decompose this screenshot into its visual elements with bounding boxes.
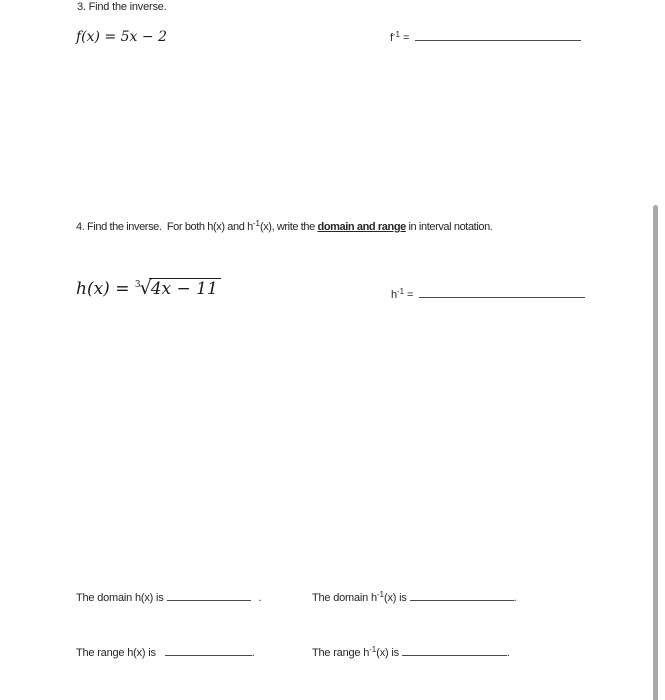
problem3-answer-blank (415, 26, 581, 41)
range-hinv-blank (402, 641, 507, 656)
problem3-answer-line (390, 26, 581, 46)
problem4-answer-blank (419, 283, 585, 298)
range-hinv-superscript: -1 (369, 645, 377, 654)
problem4-prompt-mid: (x), write the (259, 221, 318, 233)
problem4-equation-lhs: h(x) = (76, 279, 135, 299)
problem3-equals-sign: = (402, 32, 410, 44)
domain-hinv-period: . (513, 592, 517, 604)
problem4-prompt (76, 220, 492, 235)
range-h-blank (165, 641, 252, 656)
domain-hinv-line (312, 586, 517, 606)
cube-root-index: 3 (134, 280, 141, 290)
range-h-line (76, 641, 255, 661)
range-h-period: . (251, 647, 255, 659)
problem4-answer-func: h (391, 289, 397, 301)
range-hinv-lead2: (x) is (376, 647, 399, 659)
problem3-equation: f(x) = 5x − 2 (76, 29, 167, 45)
domain-hinv-lead: The domain h (312, 592, 377, 604)
domain-h-blank (167, 586, 251, 601)
problem4-prompt-emphasis: domain and range (317, 221, 406, 233)
domain-hinv-blank (410, 586, 514, 601)
problem4-inverse-superscript: -1 (396, 287, 405, 296)
problem4-equation (76, 276, 221, 304)
problem4-prompt-inverse-superscript: -1 (252, 219, 260, 228)
domain-hinv-superscript: -1 (376, 590, 384, 599)
problem3-inverse-superscript: -1 (392, 30, 400, 39)
problem3-prompt: 3. Find the inverse. (77, 1, 167, 13)
problem4-equals-sign: = (407, 289, 414, 301)
range-hinv-line (312, 641, 510, 661)
range-hinv-period: . (506, 647, 510, 659)
problem4-answer-line (391, 283, 585, 303)
problem4-prompt-lead: 4. Find the inverse. For both h(x) and h (76, 221, 253, 233)
problem4-prompt-tail: in interval notation. (405, 221, 493, 233)
problem3-answer-func: f (390, 32, 393, 44)
domain-h-line (76, 586, 261, 606)
problem4-equation-radicand: 4x − 11 (149, 278, 221, 299)
domain-hinv-lead2: (x) is (384, 592, 407, 604)
radical-sign: √ (139, 277, 152, 299)
domain-h-period: . (258, 592, 262, 604)
scrollbar-thumb[interactable] (653, 205, 658, 700)
domain-h-lead: The domain h(x) is (76, 592, 164, 604)
range-h-lead: The range h(x) is (76, 647, 156, 659)
range-hinv-lead: The range h (312, 647, 370, 659)
